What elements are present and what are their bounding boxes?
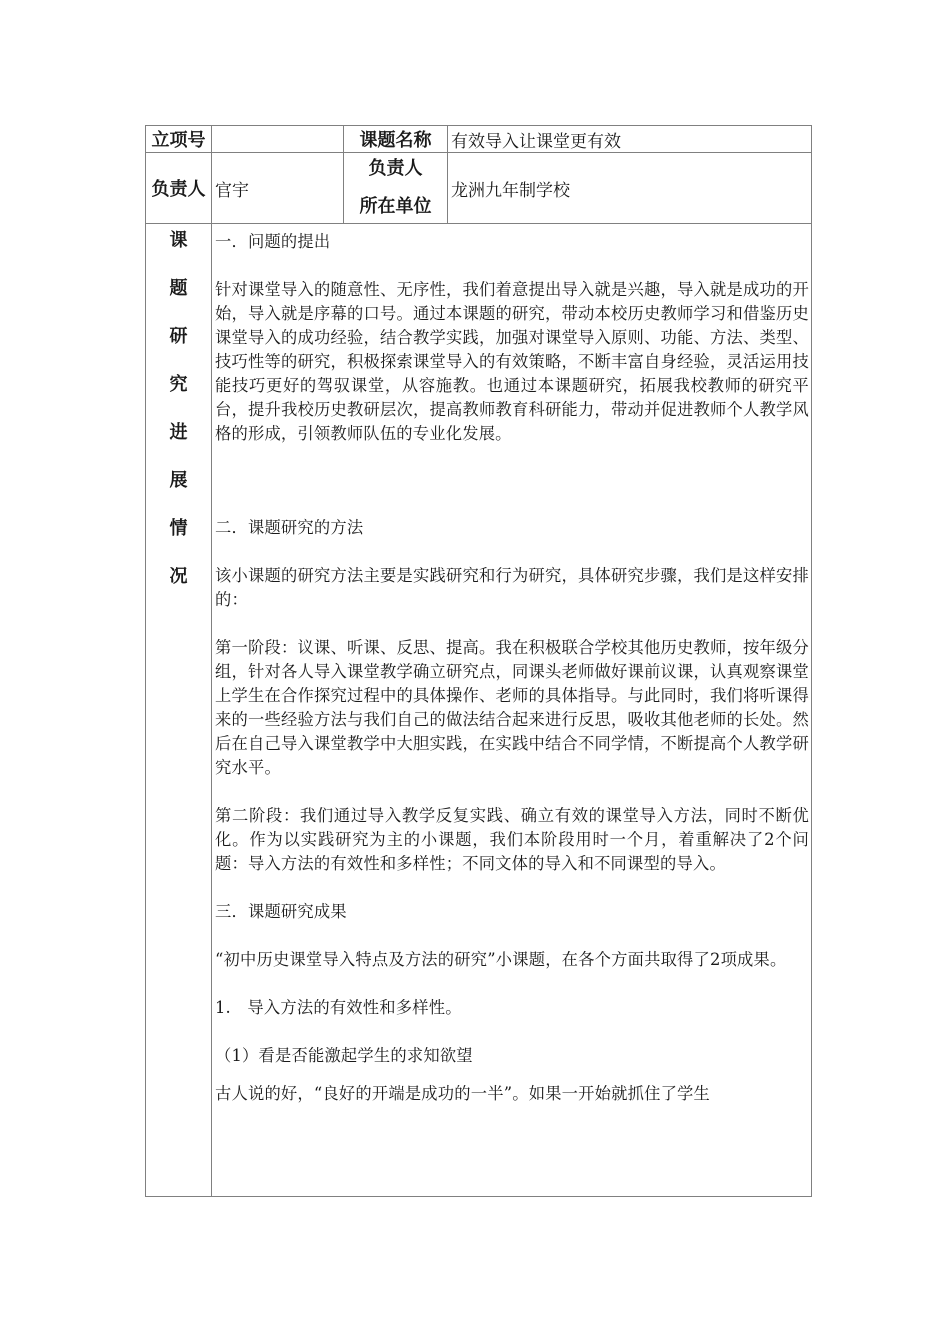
section-2-intro: 该小课题的研究方法主要是实践研究和行为研究，具体研究步骤，我们是这样安排的： <box>215 566 809 609</box>
side-label-char: 研 <box>169 326 188 347</box>
project-number-label: 立项号 <box>146 126 212 153</box>
section-3-title: 三．课题研究成果 <box>215 902 347 921</box>
leader-row <box>146 153 812 224</box>
leader-unit-label-cell <box>344 153 448 224</box>
side-label-char: 展 <box>169 470 188 491</box>
leader-value: 官宇 <box>212 153 344 224</box>
stage-2-paragraph: 第二阶段：我们通过导入教学反复实践、确立有效的课堂导入方法，同时不断优化。作为以实践研究为主的小课题，我们本阶段用时一个月，着重解决了2个问题：导入方法的有效性和多样性；不同文体的导入和不同课型的导入。 <box>215 806 809 873</box>
result-item-1: 1. 导入方法的有效性和多样性。 <box>215 998 462 1017</box>
progress-content <box>215 230 809 1106</box>
section-1-body: 针对课堂导入的随意性、无序性，我们着意提出导入就是兴趣，导入就是成功的开始，导入就是序幕的口号。通过本课题的研究，带动本校历史教师学习和借鉴历史课堂导入的成功经验，结合教学实践，加强对课堂导入原则、功能、方法、类型、技巧性等的研究，积极探索课堂导入的有效策略，不断丰富自身经验，灵活运用技能技巧更好的驾驭课堂，从容施教。也通过本课题研究，拓展我校教师的研究平台，提升我校历史教研层次，提高教师教育科研能力，带动并促进教师个人教学风格的形成，引领教师队伍的专业化发展。 <box>215 280 809 443</box>
project-form-table <box>145 125 812 1197</box>
side-label-char: 况 <box>169 566 188 587</box>
side-label-char: 进 <box>169 422 188 443</box>
topic-name-value: 有效导入让课堂更有效 <box>448 126 812 153</box>
progress-side-label <box>146 224 211 614</box>
result-item-1-sub-1-body: 古人说的好，“良好的开端是成功的一半”。如果一开始就抓住了学生 <box>215 1084 711 1103</box>
side-label-char: 情 <box>169 518 188 539</box>
leader-unit-label-line1: 负责人 <box>368 158 423 179</box>
result-item-1-sub-1: （1）看是否能激起学生的求知欲望 <box>215 1046 473 1065</box>
progress-content-cell <box>212 224 812 1197</box>
leader-unit-label-line2: 所在单位 <box>359 196 432 217</box>
progress-side-label-cell <box>146 224 212 1197</box>
section-3-intro: “初中历史课堂导入特点及方法的研究”小课题，在各个方面共取得了2项成果。 <box>215 950 787 969</box>
side-label-char: 课 <box>169 230 188 251</box>
section-1-title: 一．问题的提出 <box>215 232 331 251</box>
progress-row <box>146 224 812 1197</box>
topic-name-label: 课题名称 <box>344 126 448 153</box>
project-number-value <box>212 126 344 153</box>
project-number-row <box>146 126 812 153</box>
leader-label: 负责人 <box>146 153 212 224</box>
section-2-title: 二．课题研究的方法 <box>215 518 364 537</box>
leader-unit-value: 龙洲九年制学校 <box>448 153 812 224</box>
side-label-char: 究 <box>169 374 188 395</box>
side-label-char: 题 <box>169 278 188 299</box>
stage-1-paragraph: 第一阶段：议课、听课、反思、提高。我在积极联合学校其他历史教师，按年级分组，针对各人导入课堂教学确立研究点，同课头老师做好课前议课，认真观察课堂上学生在合作探究过程中的具体操作、老师的具体指导。与此同时，我们将听课得来的一些经验方法与我们自己的做法结合起来进行反思，吸收其他老师的长处。然后在自己导入课堂教学中大胆实践，在实践中结合不同学情，不断提高个人教学研究水平。 <box>215 638 809 777</box>
